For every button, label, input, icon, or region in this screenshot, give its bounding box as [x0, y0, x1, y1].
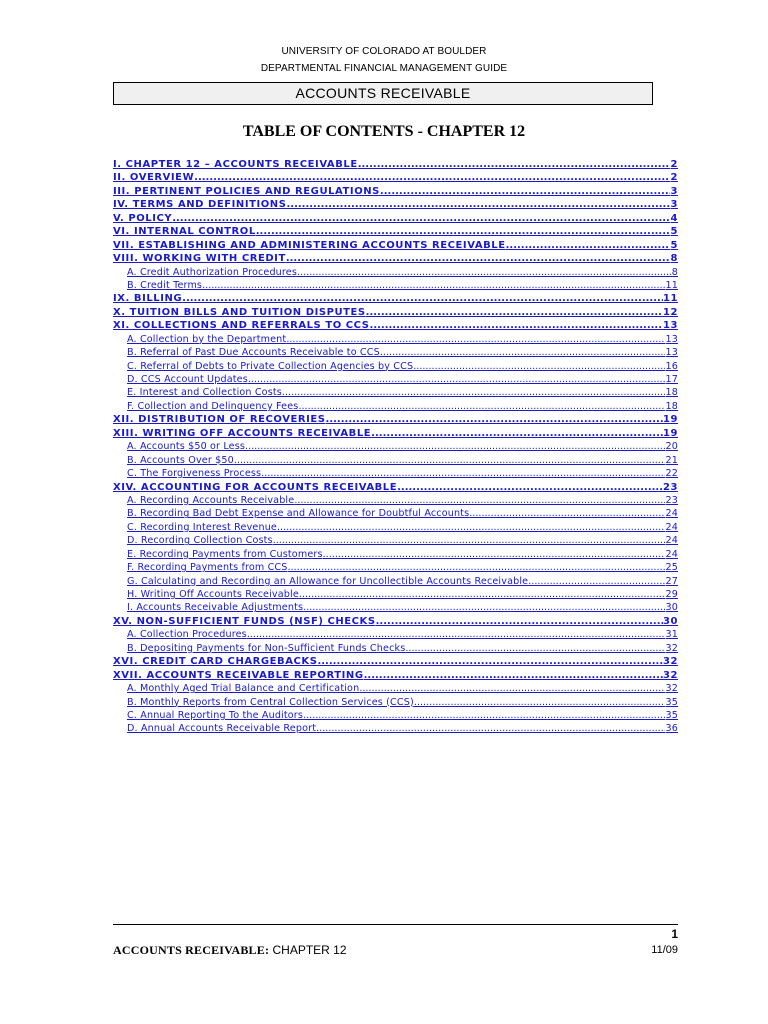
toc-entry-label: VII. ESTABLISHING AND ADMINISTERING ACCOUNTS RECEIVABLE — [113, 239, 506, 251]
toc-entry-label: XIII. WRITING OFF ACCOUNTS RECEIVABLE — [113, 427, 372, 439]
toc-section-link[interactable] — [113, 360, 678, 373]
toc-entry-label: IX. BILLING — [113, 293, 183, 305]
toc-entry-label: I. Accounts Receivable Adjustments — [127, 602, 304, 614]
toc-entry-label: XVII. ACCOUNTS RECEIVABLE REPORTING — [113, 669, 364, 681]
toc-leader-dots — [286, 198, 670, 211]
toc-entry-page: 13 — [665, 347, 678, 359]
toc-section-link[interactable] — [113, 628, 678, 641]
toc-leader-dots — [316, 722, 665, 735]
toc-entry-page: 13 — [662, 320, 678, 332]
toc-section-link[interactable] — [113, 440, 678, 453]
toc-title: TABLE OF CONTENTS - CHAPTER 12 — [242, 123, 526, 140]
toc-entry-page: 24 — [665, 521, 678, 533]
toc-entry-page: 17 — [665, 374, 678, 385]
toc-entry-page: 23 — [665, 494, 678, 506]
toc-chapter-link[interactable] — [113, 252, 678, 265]
toc-entry-page: 31 — [665, 629, 678, 641]
toc-entry-label: XIV. ACCOUNTING FOR ACCOUNTS RECEIVABLE — [113, 481, 398, 493]
toc-leader-dots — [297, 266, 672, 279]
toc-chapter-link[interactable] — [113, 239, 678, 252]
toc-leader-dots — [286, 333, 665, 346]
toc-leader-dots — [364, 669, 663, 682]
toc-entry-page: 5 — [670, 226, 678, 238]
toc-entry-page: 8 — [671, 266, 678, 278]
toc-entry-page: 27 — [665, 575, 678, 587]
toc-entry-page: 2 — [670, 159, 678, 170]
toc-entry-label: VIII. WORKING WITH CREDIT — [113, 253, 286, 265]
toc-entry-page: 3 — [670, 185, 678, 197]
toc-leader-dots — [323, 548, 666, 561]
toc-entry-page: 11 — [665, 279, 678, 291]
toc-entry-label: X. TUITION BILLS AND TUITION DISPUTES — [113, 306, 366, 318]
header-guide-title: DEPARTMENTAL FINANCIAL MANAGEMENT GUIDE — [260, 63, 508, 74]
header-university: UNIVERSITY OF COLORADO AT BOULDER — [281, 46, 487, 57]
toc-section-link[interactable] — [113, 696, 678, 709]
toc-entry-page: 35 — [665, 696, 678, 708]
toc-section-link[interactable] — [113, 266, 678, 279]
toc-entry-page: 5 — [670, 239, 678, 251]
footer-label — [113, 943, 347, 958]
toc-leader-dots — [366, 306, 663, 319]
toc-chapter-link[interactable] — [113, 427, 678, 440]
toc-chapter-link[interactable] — [113, 306, 678, 319]
toc-section-link[interactable] — [113, 682, 678, 695]
toc-entry-label: A. Collection Procedures — [127, 629, 247, 641]
toc-section-link[interactable] — [113, 722, 678, 735]
toc-entry-label: II. OVERVIEW — [113, 172, 195, 184]
toc-leader-dots — [359, 682, 665, 695]
toc-chapter-link[interactable] — [113, 198, 678, 211]
toc-entry-page: 4 — [670, 212, 678, 224]
toc-chapter-link[interactable] — [113, 185, 678, 198]
toc-leader-dots — [245, 440, 665, 453]
toc-entry-page: 21 — [665, 454, 678, 466]
toc-leader-dots — [376, 615, 663, 628]
toc-leader-dots — [326, 413, 663, 426]
toc-leader-dots — [303, 709, 665, 722]
toc-leader-dots — [414, 696, 666, 709]
toc-entry-label: G. Calculating and Recording an Allowance for Uncollectible Accounts Receivable — [127, 575, 529, 587]
toc-entry-page: 22 — [665, 468, 678, 480]
toc-entry-page: 19 — [662, 427, 678, 439]
toc-section-link[interactable] — [113, 373, 678, 386]
toc-entry-page: 19 — [662, 414, 678, 426]
toc-leader-dots — [194, 171, 670, 184]
toc-leader-dots — [298, 400, 665, 413]
toc-entry-label: D. CCS Account Updates — [127, 374, 248, 385]
toc-entry-page: 24 — [665, 535, 678, 547]
toc-section-link[interactable] — [113, 521, 678, 534]
toc-chapter-link[interactable] — [113, 171, 678, 184]
toc-leader-dots — [380, 346, 666, 359]
toc-entry-label: H. Writing Off Accounts Receivable — [127, 589, 299, 600]
toc-entry-label: A. Credit Authorization Procedures — [127, 266, 298, 278]
footer-divider — [113, 924, 678, 925]
toc-leader-dots — [370, 319, 663, 332]
toc-entry-label: B. Referral of Past Due Accounts Receivable to CCS — [127, 347, 380, 359]
toc-entry-page: 2 — [670, 172, 678, 184]
toc-leader-dots — [469, 507, 665, 520]
toc-entry-label: B. Depositing Payments for Non-Sufficient Funds Checks — [127, 642, 406, 654]
toc-section-link[interactable] — [113, 601, 678, 614]
toc-entry-page: 13 — [665, 333, 678, 345]
toc-entry-label: IV. TERMS AND DEFINITIONS — [113, 199, 287, 211]
toc-entry-label: C. Annual Reporting To the Auditors — [127, 709, 304, 721]
toc-section-link[interactable] — [113, 561, 678, 574]
toc-leader-dots — [286, 252, 671, 265]
toc-entry-label: A. Accounts $50 or Less — [127, 441, 246, 453]
toc-entry-label: B. Monthly Reports from Central Collection Services (CCS) — [127, 696, 414, 708]
toc-entry-label: A. Monthly Aged Trial Balance and Certification — [127, 683, 360, 695]
toc-chapter-link[interactable] — [113, 158, 678, 171]
footer-label-chapter: CHAPTER 12 — [269, 943, 347, 957]
toc-entry-page: 3 — [670, 199, 678, 211]
toc-section-link[interactable] — [113, 507, 678, 520]
toc-entry-page: 30 — [665, 602, 678, 614]
toc-entry-label: III. PERTINENT POLICIES AND REGULATIONS — [113, 185, 380, 197]
toc-leader-dots — [202, 279, 665, 292]
toc-entry-label: F. Recording Payments from CCS — [127, 562, 288, 574]
toc-entry-label: E. Recording Payments from Customers — [127, 548, 323, 560]
toc-entry-label: XII. DISTRIBUTION OF RECOVERIES — [113, 414, 326, 426]
toc-entry-label: B. Recording Bad Debt Expense and Allowance for Doubtful Accounts — [127, 508, 470, 520]
toc-section-link[interactable] — [113, 548, 678, 561]
toc-leader-dots — [294, 494, 665, 507]
toc-entry-label: A. Collection by the Department — [127, 333, 287, 345]
toc-entry-page: 32 — [665, 642, 678, 654]
toc-leader-dots — [288, 561, 666, 574]
toc-entry-label: VI. INTERNAL CONTROL — [113, 226, 256, 238]
toc-entry-label: C. Recording Interest Revenue — [127, 521, 277, 533]
toc-leader-dots — [172, 212, 670, 225]
toc-chapter-link[interactable] — [113, 292, 678, 305]
table-of-contents — [113, 158, 678, 736]
toc-leader-dots — [371, 427, 663, 440]
toc-entry-page: 18 — [665, 387, 678, 399]
toc-entry-label: C. The Forgiveness Process — [127, 468, 262, 480]
toc-entry-page: 16 — [665, 360, 678, 372]
toc-section-link[interactable] — [113, 279, 678, 292]
toc-section-link[interactable] — [113, 333, 678, 346]
toc-section-link[interactable] — [113, 534, 678, 547]
toc-leader-dots — [299, 588, 666, 601]
toc-entry-label: I. CHAPTER 12 – ACCOUNTS RECEIVABLE — [113, 159, 358, 170]
page-number: 1 — [671, 927, 678, 941]
toc-leader-dots — [528, 575, 665, 588]
toc-leader-dots — [317, 655, 663, 668]
toc-chapter-link[interactable] — [113, 225, 678, 238]
toc-entry-page: 20 — [665, 441, 678, 453]
footer-date: 11/09 — [651, 944, 678, 956]
toc-leader-dots — [247, 628, 666, 641]
toc-chapter-link[interactable] — [113, 655, 678, 668]
toc-entry-page: 32 — [665, 683, 678, 695]
toc-entry-page: 18 — [665, 400, 678, 412]
toc-entry-label: XVI. CREDIT CARD CHARGEBACKS — [113, 656, 318, 668]
toc-leader-dots — [380, 185, 671, 198]
toc-section-link[interactable] — [113, 386, 678, 399]
toc-entry-page: 24 — [665, 548, 678, 560]
toc-leader-dots — [282, 386, 666, 399]
toc-section-link[interactable] — [113, 709, 678, 722]
toc-leader-dots — [303, 601, 665, 614]
toc-chapter-link[interactable] — [113, 615, 678, 628]
toc-section-link[interactable] — [113, 642, 678, 655]
toc-entry-label: V. POLICY — [113, 212, 173, 224]
section-title-box — [113, 82, 653, 105]
toc-leader-dots — [413, 360, 665, 373]
toc-section-link[interactable] — [113, 346, 678, 359]
toc-entry-page: 12 — [662, 306, 678, 318]
toc-entry-page: 8 — [670, 253, 678, 265]
toc-chapter-link[interactable] — [113, 212, 678, 225]
toc-entry-label: D. Annual Accounts Receivable Report — [127, 723, 317, 735]
toc-entry-page: 23 — [662, 481, 678, 493]
toc-leader-dots — [248, 373, 666, 386]
toc-chapter-link[interactable] — [113, 413, 678, 426]
toc-leader-dots — [261, 467, 665, 480]
toc-entry-page: 11 — [662, 293, 678, 305]
toc-leader-dots — [358, 158, 671, 171]
toc-entry-label: XV. NON-SUFFICIENT FUNDS (NSF) CHECKS — [113, 615, 376, 627]
toc-leader-dots — [234, 454, 666, 467]
toc-chapter-link[interactable] — [113, 669, 678, 682]
section-title: ACCOUNTS RECEIVABLE — [295, 85, 471, 101]
toc-section-link[interactable] — [113, 454, 678, 467]
toc-section-link[interactable] — [113, 494, 678, 507]
toc-section-link[interactable] — [113, 588, 678, 601]
toc-leader-dots — [256, 225, 671, 238]
toc-entry-label: B. Credit Terms — [127, 279, 203, 291]
toc-entry-page: 30 — [662, 615, 678, 627]
toc-entry-page: 32 — [662, 669, 678, 681]
toc-entry-page: 24 — [665, 508, 678, 520]
toc-chapter-link[interactable] — [113, 481, 678, 494]
toc-leader-dots — [182, 292, 663, 305]
toc-entry-page: 25 — [665, 562, 678, 574]
toc-entry-page: 29 — [665, 589, 678, 600]
toc-entry-label: C. Referral of Debts to Private Collection Agencies by CCS — [127, 360, 414, 372]
toc-section-link[interactable] — [113, 575, 678, 588]
toc-entry-page: 32 — [662, 656, 678, 668]
toc-leader-dots — [506, 239, 671, 252]
toc-entry-label: B. Accounts Over $50 — [127, 454, 234, 466]
toc-entry-label: E. Interest and Collection Costs — [127, 387, 282, 399]
toc-entry-page: 36 — [665, 723, 678, 735]
toc-section-link[interactable] — [113, 400, 678, 413]
footer-label-bold: ACCOUNTS RECEIVABLE: — [113, 943, 270, 957]
toc-entry-page: 35 — [665, 709, 678, 721]
toc-leader-dots — [397, 481, 663, 494]
toc-entry-label: F. Collection and Delinquency Fees — [127, 400, 299, 412]
toc-leader-dots — [277, 521, 666, 534]
toc-chapter-link[interactable] — [113, 319, 678, 332]
toc-leader-dots — [405, 642, 665, 655]
toc-leader-dots — [273, 534, 666, 547]
toc-entry-label: XI. COLLECTIONS AND REFERRALS TO CCS — [113, 320, 370, 332]
toc-entry-label: D. Recording Collection Costs — [127, 535, 273, 547]
toc-entry-label: A. Recording Accounts Receivable — [127, 494, 295, 506]
toc-section-link[interactable] — [113, 467, 678, 480]
